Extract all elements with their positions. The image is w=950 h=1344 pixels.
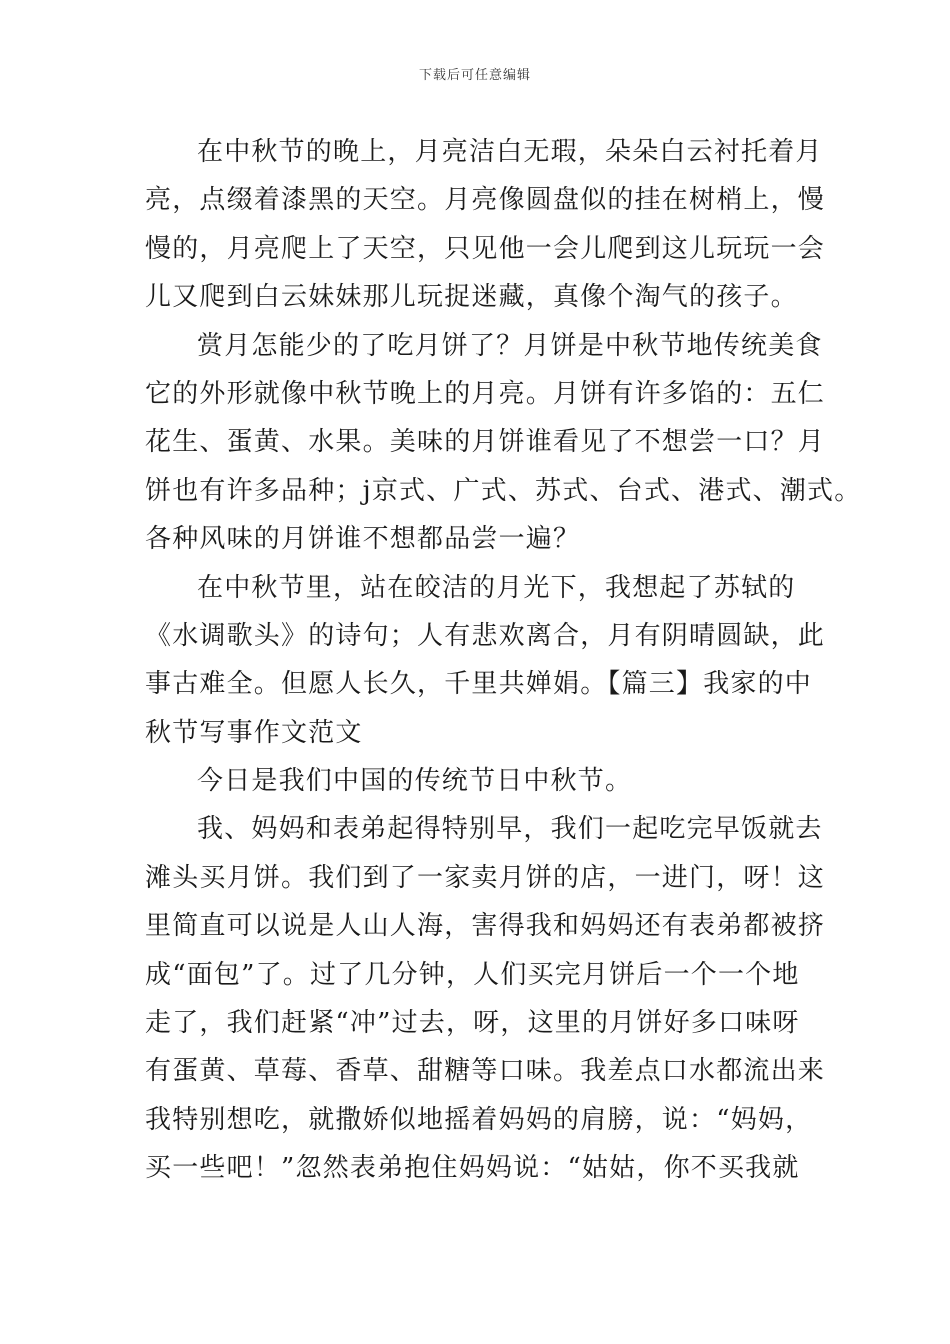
text-line: 有蛋黄、草莓、香草、甜糖等口味。我差点口水都流出来 <box>145 1056 826 1087</box>
text-line: 秋节写事作文范文 <box>145 717 363 748</box>
text-line: 今日是我们中国的传统节日中秋节。 <box>197 766 633 797</box>
text-line: 走了，我们赶紧“冲”过去，呀，这里的月饼好多口味呀 <box>145 1008 800 1039</box>
text-line: 各种风味的月饼谁不想都品尝一遍？ <box>145 524 581 555</box>
text-line: 亮，点缀着漆黑的天空。月亮像圆盘似的挂在树梢上，慢 <box>145 185 826 216</box>
text-line: 赏月怎能少的了吃月饼了？月饼是中秋节地传统美食 <box>197 330 823 361</box>
document-body <box>145 128 862 1193</box>
text-line: 事古难全。但愿人长久，千里共婵娟。【篇三】我家的中 <box>145 669 813 700</box>
text-line: 儿又爬到白云妹妹那儿玩捉迷藏，真像个淘气的孩子。 <box>145 282 798 313</box>
text-line: 它的外形就像中秋节晚上的月亮。月饼有许多馅的：五仁 <box>145 378 826 409</box>
text-line: 滩头买月饼。我们到了一家卖月饼的店，一进门，呀！这 <box>145 862 826 893</box>
text-line: 饼也有许多品种；j京式、广式、苏式、台式、港式、潮式。 <box>145 475 862 506</box>
page-header: 下载后可任意编辑 <box>418 68 531 83</box>
text-line: 在中秋节的晚上，月亮洁白无瑕，朵朵白云衬托着月 <box>197 137 823 167</box>
text-line: 在中秋节里，站在皎洁的月光下，我想起了苏轼的 <box>197 572 796 603</box>
text-line: 成“面包”了。过了几分钟，人们买完月饼后一个一个地 <box>145 959 800 990</box>
text-line: 我特别想吃，就撒娇似地摇着妈妈的肩膀，说：“妈妈， <box>145 1104 813 1135</box>
text-line: 花生、蛋黄、水果。美味的月饼谁看见了不想尝一口？月 <box>145 427 826 458</box>
text-line: 我、妈妈和表弟起得特别早，我们一起吃完早饭就去 <box>197 814 823 845</box>
text-line: 买一些吧！”忽然表弟抱住妈妈说：“姑姑，你不买我就 <box>145 1153 800 1184</box>
text-line: 里简直可以说是人山人海，害得我和妈妈还有表弟都被挤 <box>145 911 826 942</box>
text-line: 慢的，月亮爬上了天空，只见他一会儿爬到这儿玩玩一会 <box>145 233 826 264</box>
text-line: 《水调歌头》的诗句；人有悲欢离合，月有阴晴圆缺，此 <box>145 620 826 651</box>
